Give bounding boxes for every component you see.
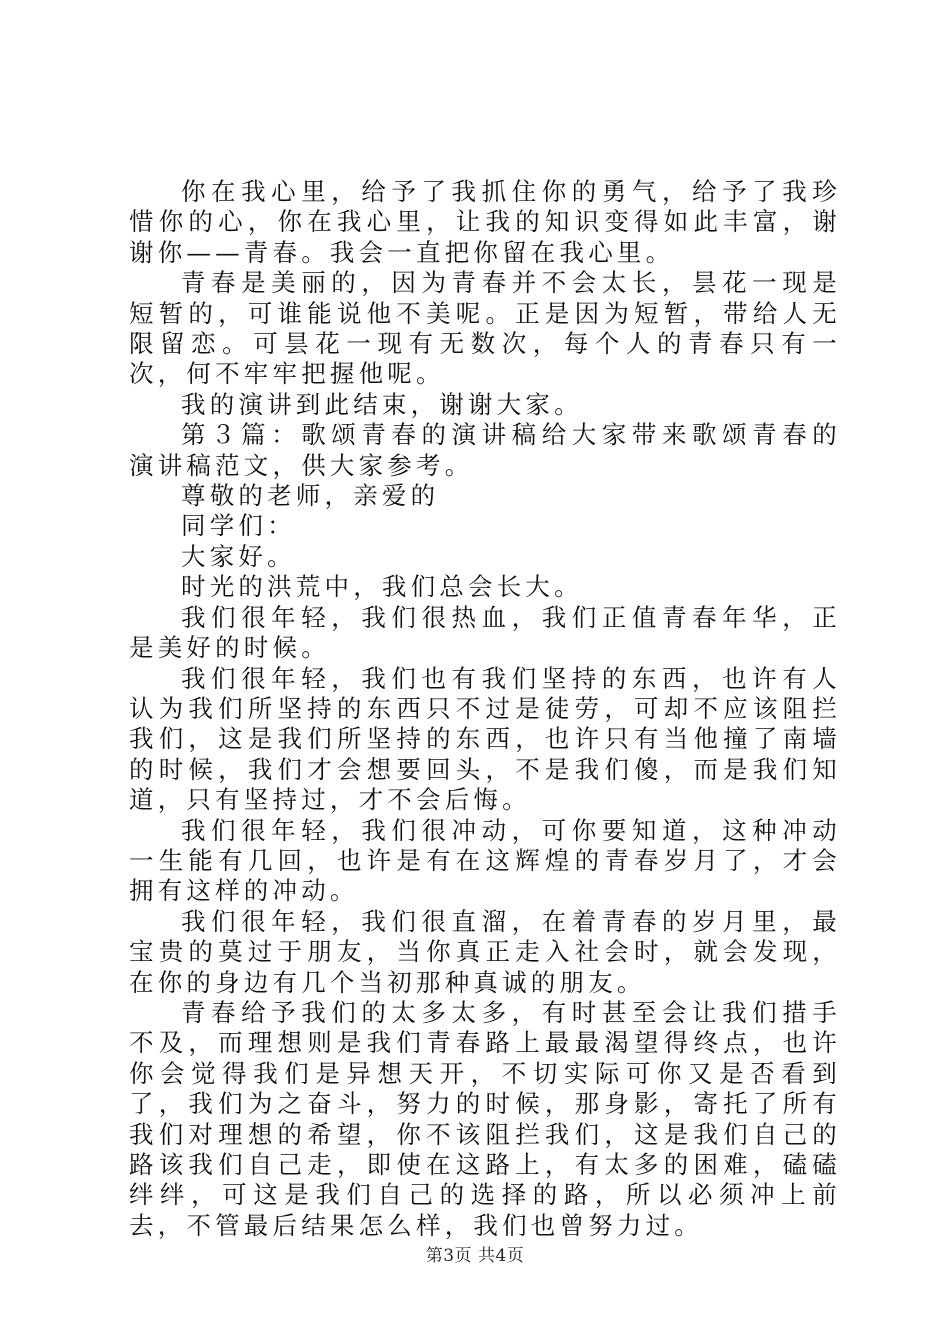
salutation-line: 同学们： — [181, 511, 296, 541]
page-number-footer: 第3页 共4页 — [425, 1246, 525, 1266]
paragraph: 我们很年轻，我们很冲动，可你要知道，这种冲动一生能有几回，也许是有在这辉煌的青春岁月了，才会拥有这样的冲动。 — [129, 815, 841, 906]
paragraph: 我们很年轻，我们很直溜，在着青春的岁月里，最宝贵的莫过于朋友，当你真正走入社会时，就会发现，在你的身边有几个当初那种真诚的朋友。 — [129, 906, 841, 997]
paragraph: 青春是美丽的，因为青春并不会太长，昙花一现是短暂的，可谁能说他不美呢。正是因为短暂，带给人无限留恋。可昙花一现有无数次，每个人的青春只有一次，何不牢牢把握他呢。 — [129, 268, 841, 389]
document-body — [129, 177, 841, 1241]
paragraph: 时光的洪荒中，我们总会长大。 — [181, 572, 583, 602]
section-heading-paragraph: 第３篇：歌颂青春的演讲稿给大家带来歌颂青春的演讲稿范文，供大家参考。 — [129, 420, 841, 480]
salutation-line: 尊敬的老师，亲爱的 — [181, 481, 440, 511]
greeting-line: 大家好。 — [181, 541, 296, 571]
paragraph: 你在我心里，给予了我抓住你的勇气，给予了我珍惜你的心，你在我心里，让我的知识变得如此丰富，谢谢你——青春。我会一直把你留在我心里。 — [129, 177, 841, 267]
paragraph: 我的演讲到此结束，谢谢大家。 — [181, 389, 583, 419]
paragraph: 青春给予我们的太多太多，有时甚至会让我们措手不及，而理想则是我们青春路上最最渴望得终点，也许你会觉得我们是异想天开，不切实际可你又是否看到了，我们为之奋斗，努力的时候，那身影，寄托了所有我们对理想的希望，你不该阻拦我们，这是我们自己的路该我们自己走，即使在这路上，有太多的困难，磕磕绊绊，可这是我们自己的选择的路，所以必须冲上前去，不管最后结果怎么样，我们也曾努力过。 — [129, 997, 841, 1240]
paragraph: 我们很年轻，我们很热血，我们正值青春年华，正是美好的时候。 — [129, 602, 841, 663]
paragraph: 我们很年轻，我们也有我们坚持的东西，也许有人认为我们所坚持的东西只不过是徒劳，可却不应该阻拦我们，这是我们所坚持的东西，也许只有当他撞了南墙的时候，我们才会想要回头，不是我们傻，而是我们知道，只有坚持过，才不会后悔。 — [129, 663, 841, 815]
